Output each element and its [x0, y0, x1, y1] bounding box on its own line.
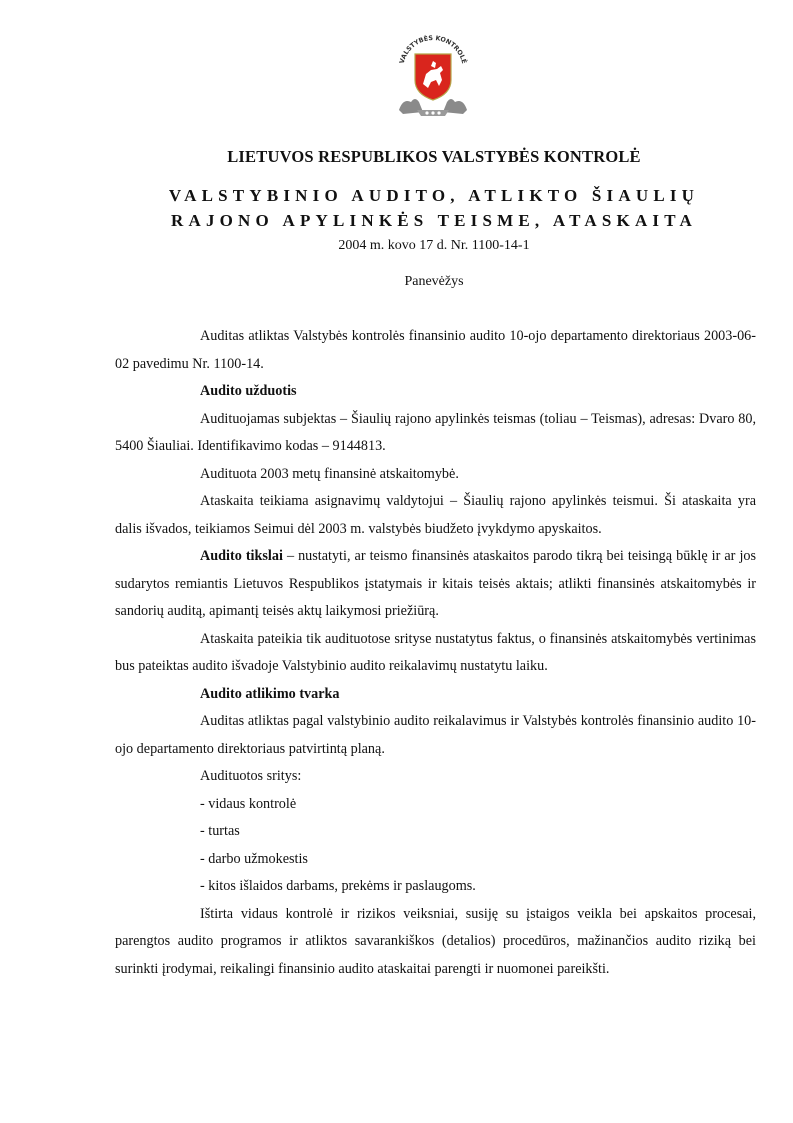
paragraph-report-scope: Ataskaita pateikia tik audituotose srityse nustatytus faktus, o finansinės atskaitomybės vertinimas bus pateiktas audito išvadoje Valstybinio audito reikalavimų nustatytu laiku. — [115, 630, 756, 674]
list-item: - vidaus kontrolė — [200, 795, 297, 812]
paragraph-assignment: Auditas atliktas Valstybės kontrolės finansinio audito 10-ojo departamento direktoriaus 2003-06-02 pavedimu Nr. 1100-14. — [115, 328, 756, 372]
report-body — [115, 323, 756, 983]
report-title-line-2: RAJONO APYLINKĖS TEISME, ATASKAITA — [170, 211, 697, 230]
organization-name: LIETUVOS RESPUBLIKOS VALSTYBĖS KONTROLĖ — [227, 147, 641, 166]
heading-audit-procedure: Audito atlikimo tvarka — [200, 685, 340, 702]
paragraph-audited-entity: Audituojamas subjektas – Šiaulių rajono apylinkės teismas (toliau – Teismas), adresas: Dvaro 80, 5400 Šiauliai. Identifikavimo kodas – 9144813. — [115, 410, 756, 454]
list-item: - kitos išlaidos darbams, prekėms ir paslaugoms. — [200, 878, 476, 894]
paragraph-audit-objectives — [115, 543, 756, 626]
audit-objectives-text: – nustatyti, ar teismo finansinės ataskaitos parodo tikrą bei teisingą būklę ir ar jos sudarytos remiantis Lietuvos Respublikos įstatymais ir kitais teisės aktais; atlikti finansinės atskaitomybės ir sandorių auditą, apimantį teisės aktų laikymosi priežiūrą. — [115, 548, 756, 619]
paragraph-audited-statements: Audituota 2003 metų finansinė atskaitomybė. — [200, 465, 459, 482]
report-title-line-1: VALSTYBINIO AUDITO, ATLIKTO ŠIAULIŲ — [168, 186, 700, 205]
audit-objectives-label: Audito tikslai — [200, 548, 283, 564]
paragraph-audit-plan: Auditas atliktas pagal valstybinio audito reikalavimus ir Valstybės kontrolės finansinio audito 10-ojo departamento direktoriaus patvirtintą planą. — [115, 713, 756, 757]
report-place: Panevėžys — [404, 274, 464, 289]
paragraph-audited-areas: Audituotos sritys: — [200, 768, 302, 784]
paragraph-report-recipient: Ataskaita teikiama asignavimų valdytojui – Šiaulių rajono apylinkės teismui. Ši ataskaita yra dalis išvados, teikiamos Seimui dėl 2003 m. valstybės biudžeto įvykdymo apyskaitos. — [115, 493, 756, 537]
emblem-icon — [393, 30, 473, 120]
logo-text: VALSTYBĖS KONTROLĖ — [397, 33, 469, 65]
state-audit-office-logo — [393, 30, 473, 120]
list-item: - darbo užmokestis — [200, 850, 308, 867]
paragraph-audit-methods: Ištirta vidaus kontrolė ir rizikos veiksniai, susiję su įstaigos veikla bei apskaitos procesai, parengtos audito programos ir atliktos savarankiškos (detalios) procedūros, mažinančios audito riziką bei surinkti įrodymai, reikalingi finansinio audito ataskaitai parengti ir nuomonei pareikšti. — [115, 905, 756, 977]
list-item: - turtas — [200, 823, 240, 839]
report-date-number: 2004 m. kovo 17 d. Nr. 1100-14-1 — [338, 238, 530, 253]
heading-audit-task: Audito užduotis — [200, 383, 297, 399]
